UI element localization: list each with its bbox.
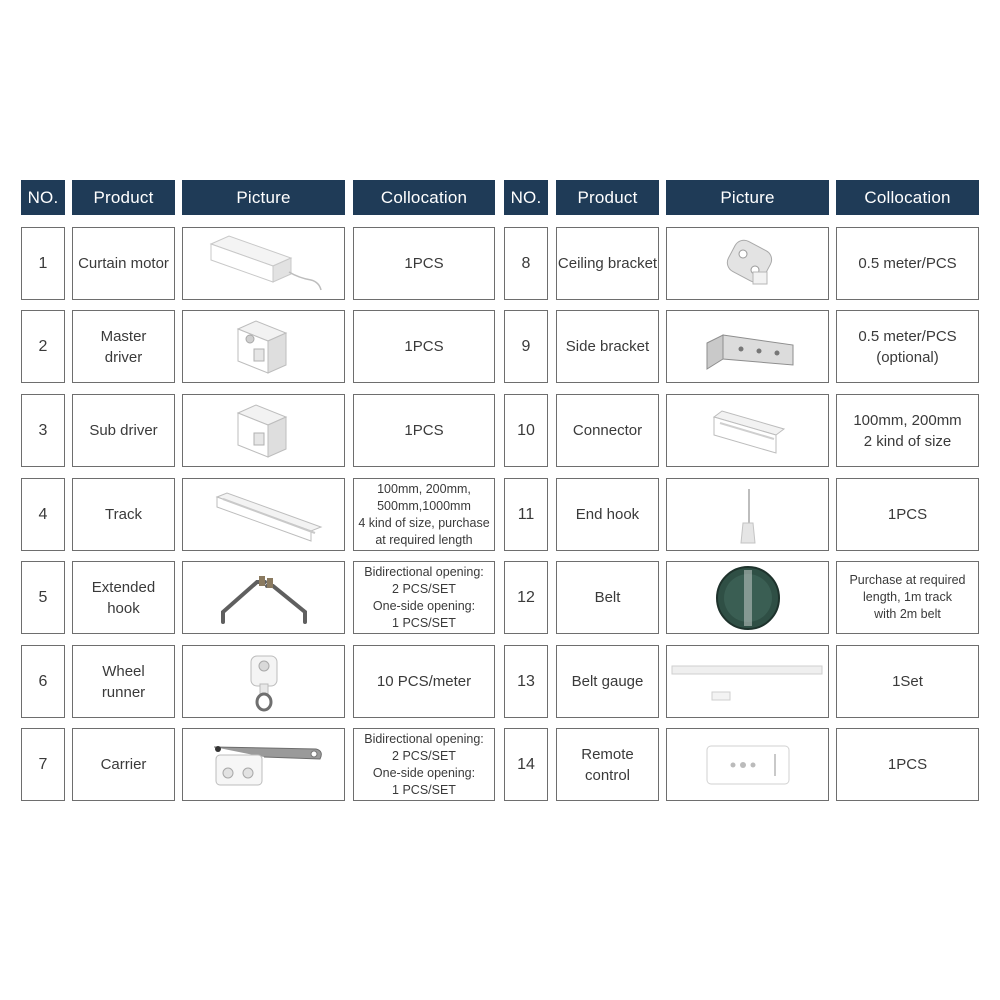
product-picture (182, 227, 345, 300)
track-icon (199, 483, 329, 547)
product-name: Curtain motor (72, 227, 175, 300)
collocation-value: Bidirectional opening: 2 PCS/SET One-side opening: 1 PCS/SET (353, 561, 495, 634)
row-number: 11 (504, 478, 548, 551)
row-number: 3 (21, 394, 65, 467)
product-picture (666, 645, 829, 718)
header-product-left: Product (72, 180, 175, 215)
product-picture (182, 645, 345, 718)
collocation-value: 0.5 meter/PCS (836, 227, 979, 300)
product-name: Ceiling bracket (556, 227, 659, 300)
header-collocation-right: Collocation (836, 180, 979, 215)
product-picture (666, 478, 829, 551)
product-name: Wheel runner (72, 645, 175, 718)
collocation-value: 1PCS (353, 310, 495, 383)
curtain-motor-icon (199, 232, 329, 296)
product-picture (666, 394, 829, 467)
remote-control-icon (703, 740, 793, 790)
header-collocation-left: Collocation (353, 180, 495, 215)
collocation-value: Bidirectional opening: 2 PCS/SET One-side opening: 1 PCS/SET (353, 728, 495, 801)
product-picture (182, 394, 345, 467)
collocation-value: 1PCS (836, 728, 979, 801)
row-number: 2 (21, 310, 65, 383)
product-picture (666, 227, 829, 300)
product-picture (182, 728, 345, 801)
collocation-value: 1PCS (353, 394, 495, 467)
product-picture (666, 310, 829, 383)
row-number: 5 (21, 561, 65, 634)
collocation-value: 100mm, 200mm 2 kind of size (836, 394, 979, 467)
row-number: 14 (504, 728, 548, 801)
row-number: 4 (21, 478, 65, 551)
belt-gauge-icon (668, 650, 828, 714)
product-name: Belt (556, 561, 659, 634)
header-product-right: Product (556, 180, 659, 215)
product-name: Extended hook (72, 561, 175, 634)
belt-icon (708, 564, 788, 632)
product-picture (666, 561, 829, 634)
collocation-value: Purchase at required length, 1m track with 2m belt (836, 561, 979, 634)
wheel-runner-icon (239, 650, 289, 714)
row-number: 8 (504, 227, 548, 300)
collocation-value: 10 PCS/meter (353, 645, 495, 718)
product-name: Master driver (72, 310, 175, 383)
product-name: Track (72, 478, 175, 551)
product-name: Belt gauge (556, 645, 659, 718)
product-name: Carrier (72, 728, 175, 801)
product-picture (182, 478, 345, 551)
product-name: Connector (556, 394, 659, 467)
ceiling-bracket-icon (713, 232, 783, 296)
product-picture (182, 310, 345, 383)
row-number: 10 (504, 394, 548, 467)
sub-driver-icon (224, 399, 304, 463)
side-bracket-icon (693, 315, 803, 379)
product-name: Remote control (556, 728, 659, 801)
product-name: End hook (556, 478, 659, 551)
row-number: 6 (21, 645, 65, 718)
row-number: 1 (21, 227, 65, 300)
header-picture-left: Picture (182, 180, 345, 215)
end-hook-icon (733, 483, 763, 547)
carrier-icon (194, 733, 334, 797)
master-driver-icon (224, 315, 304, 379)
row-number: 12 (504, 561, 548, 634)
row-number: 9 (504, 310, 548, 383)
collocation-value: 1PCS (353, 227, 495, 300)
header-no-right: NO. (504, 180, 548, 215)
product-name: Sub driver (72, 394, 175, 467)
product-picture (182, 561, 345, 634)
collocation-value: 0.5 meter/PCS (optional) (836, 310, 979, 383)
row-number: 7 (21, 728, 65, 801)
collocation-value: 1PCS (836, 478, 979, 551)
product-picture (666, 728, 829, 801)
collocation-value: 100mm, 200mm, 500mm,1000mm 4 kind of size, purchase at required length (353, 478, 495, 551)
connector-icon (698, 399, 798, 463)
header-picture-right: Picture (666, 180, 829, 215)
header-no-left: NO. (21, 180, 65, 215)
extended-hook-icon (209, 566, 319, 630)
collocation-value: 1Set (836, 645, 979, 718)
row-number: 13 (504, 645, 548, 718)
product-name: Side bracket (556, 310, 659, 383)
